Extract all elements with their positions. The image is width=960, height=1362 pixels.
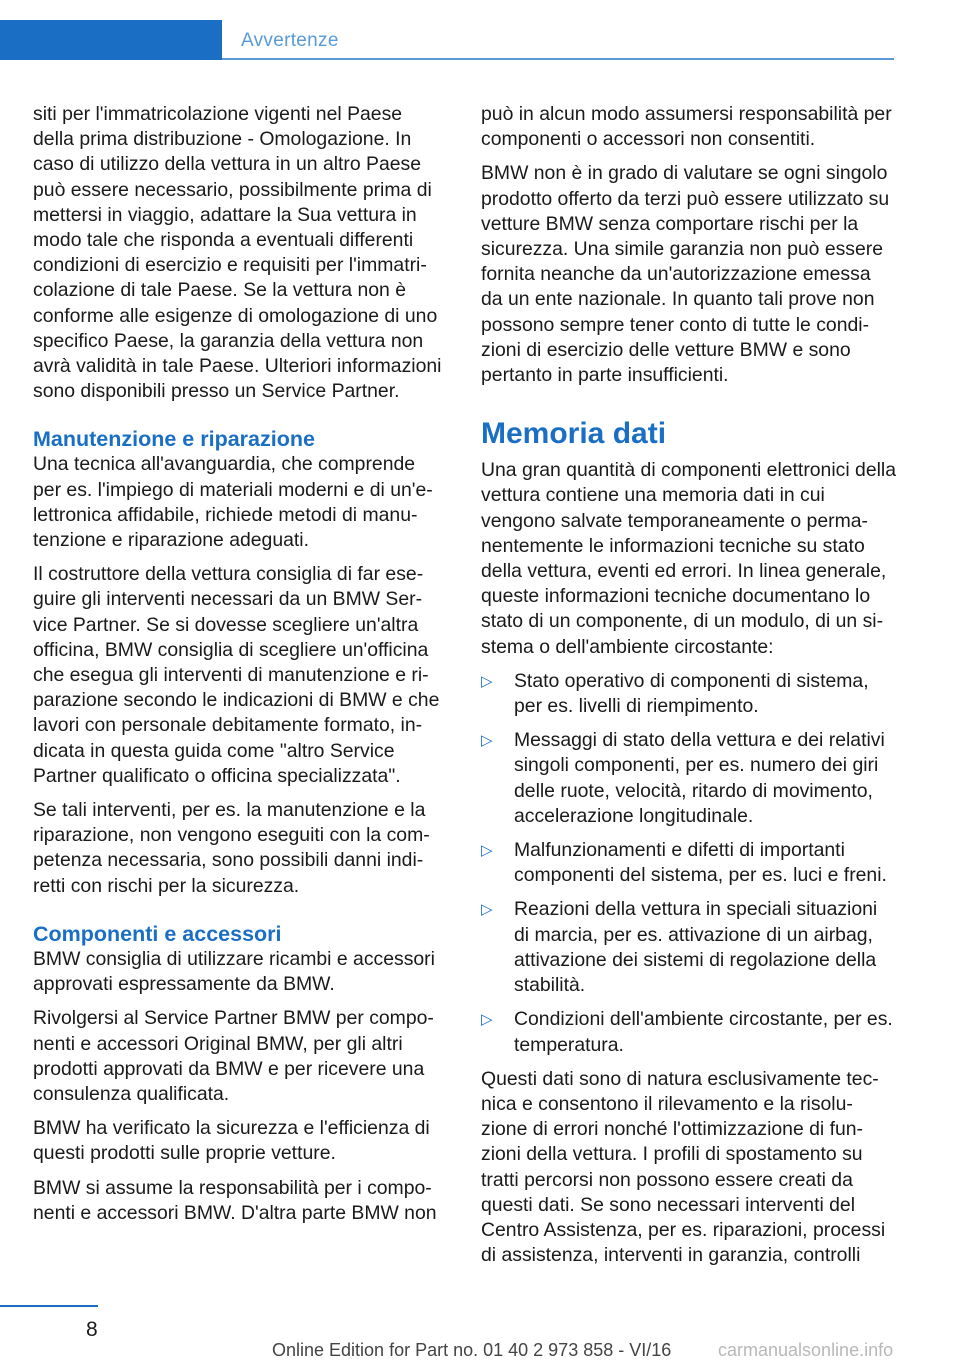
intro-paragraph: siti per l'immatricolazione vigenti nel Paese della prima distribuzione - Omologazione. In caso di utilizzo della vettura in un altro Paese può essere necessario, possibilmente prima di mettersi in viaggio, adattare la Sua vettura in modo tale che risponda a eventuali differenti condizioni di esercizio e requisiti per l'immatri- colazione di tale Paese. Se la vettura non è conforme alle esigenze di omologazione di uno specifico Paese, la garanzia della vettura non avrà validità in tale Paese. Ulteriori informazioni sono disponibili presso un Service Partner.	[33, 103, 442, 403]
paragraph: BMW ha verificato la sicurezza e l'efficienza di questi prodotti sulle proprie vetture.	[33, 1117, 430, 1165]
section-heading-manutenzione: Manutenzione e riparazione	[33, 427, 315, 452]
paragraph: Una tecnica all'avanguardia, che comprende per es. l'impiego di materiali moderni e di un'e- lettronica affidabile, richiede metodi di manu- tenzione e riparazione adeguati.	[33, 453, 433, 552]
list-item-text: Messaggi di stato della vettura e dei relativi singoli componenti, per es. numero dei giri delle ruote, velocità, ritardo di movimento, accelerazione longitudinale.	[514, 729, 885, 827]
paragraph: BMW si assume la responsabilità per i compo- nenti e accessori BMW. D'altra parte BMW non	[33, 1176, 437, 1224]
list-item-text: Reazioni della vettura in speciali situazioni di marcia, per es. attivazione di un airbag, attivazione dei sistemi di regolazione della stabilità.	[514, 898, 878, 997]
paragraph: Se tali interventi, per es. la manutenzione e la riparazione, non vengono eseguiti con la com- petenza necessaria, sono possibili danni indi- retti con rischi per la sicurezza.	[33, 799, 430, 897]
triangle-bullet-icon: ▷	[481, 1011, 493, 1029]
paragraph: Il costruttore della vettura consiglia di far ese- guire gli interventi necessari da un BMW Ser- vice Partner. Se si dovesse scegliere un'altra officina, BMW consiglia di scegliere un'officina che esegua gli interventi di manutenzione e ri- parazione secondo le indicazioni di BMW e che lavori con personale debitamente formato, in- dicata in questa guida come "altro Service Partner qualificato o officina specializzata".	[33, 563, 440, 787]
edition-footer: Online Edition for Part no. 01 40 2 973 858 - VI/16	[272, 1340, 672, 1360]
list-item-text: Malfunzionamenti e difetti di importanti componenti del sistema, per es. luci e freni.	[514, 839, 887, 887]
header-rule	[222, 58, 894, 60]
triangle-bullet-icon: ▷	[481, 842, 493, 860]
triangle-bullet-icon: ▷	[481, 901, 493, 919]
paragraph: Questi dati sono di natura esclusivamente tec- nica e consentono il rilevamento e la risolu- zione di errori nonché l'ottimizzazione di fun- zioni della vettura. I profili di spostamento su tratti percorsi non possono essere creati da questi dati. Se sono necessari interventi del Centro Assistenza, per es. riparazioni, processi di assistenza, interventi in garanzia, controlli	[481, 1067, 886, 1267]
paragraph: può in alcun modo assumersi responsabilità per componenti o accessori non consentiti.	[481, 103, 892, 151]
section-title-memoria-dati: Memoria dati	[481, 417, 667, 451]
page-number: 8	[86, 1318, 98, 1341]
triangle-bullet-icon: ▷	[481, 732, 493, 750]
list-item-text: Stato operativo di componenti di sistema, per es. livelli di riempimento.	[514, 669, 869, 718]
section-heading-componenti: Componenti e accessori	[33, 921, 282, 946]
list-item	[481, 838, 896, 888]
right-column	[481, 102, 896, 1277]
footer-rule	[0, 1305, 98, 1307]
watermark: carmanualsonline.info	[718, 1340, 894, 1360]
paragraph: Rivolgersi al Service Partner BMW per compo- nenti e accessori Original BMW, per gli altri prodotti approvati da BMW e per ricevere una consulenza qualificata.	[33, 1007, 434, 1105]
triangle-bullet-icon: ▷	[481, 672, 493, 690]
paragraph: Una gran quantità di componenti elettronici della vettura contiene una memoria dati in cui vengono salvate temporaneamente o perma- nentemente le informazioni tecniche su stato della vettura, eventi ed errori. In linea generale, queste informazioni tecniche documentano lo stato di un componente, di un modulo, di un si- stema o dell'ambiente circostante:	[481, 459, 897, 658]
header-accent-bar	[0, 20, 222, 60]
list-item	[481, 728, 896, 829]
paragraph: BMW consiglia di utilizzare ricambi e accessori approvati espressamente da BMW.	[33, 947, 435, 996]
left-column	[33, 102, 448, 1235]
bullet-list	[481, 669, 896, 1058]
paragraph: BMW non è in grado di valutare se ogni singolo prodotto offerto da terzi può essere utilizzato su vetture BMW senza comportare rischi per la sicurezza. Una simile garanzia non può essere fornita neanche da un'autorizzazione emessa da un ente nazionale. In quanto tali prove non possono sempre tener conto di tutte le condi- zioni di esercizio delle vetture BMW e sono pertanto in parte insufficienti.	[481, 162, 890, 387]
list-item	[481, 897, 896, 998]
list-item	[481, 1007, 896, 1057]
list-item	[481, 669, 896, 719]
page-header-title: Avvertenze	[241, 30, 339, 51]
list-item-text: Condizioni dell'ambiente circostante, per es. temperatura.	[514, 1008, 893, 1056]
